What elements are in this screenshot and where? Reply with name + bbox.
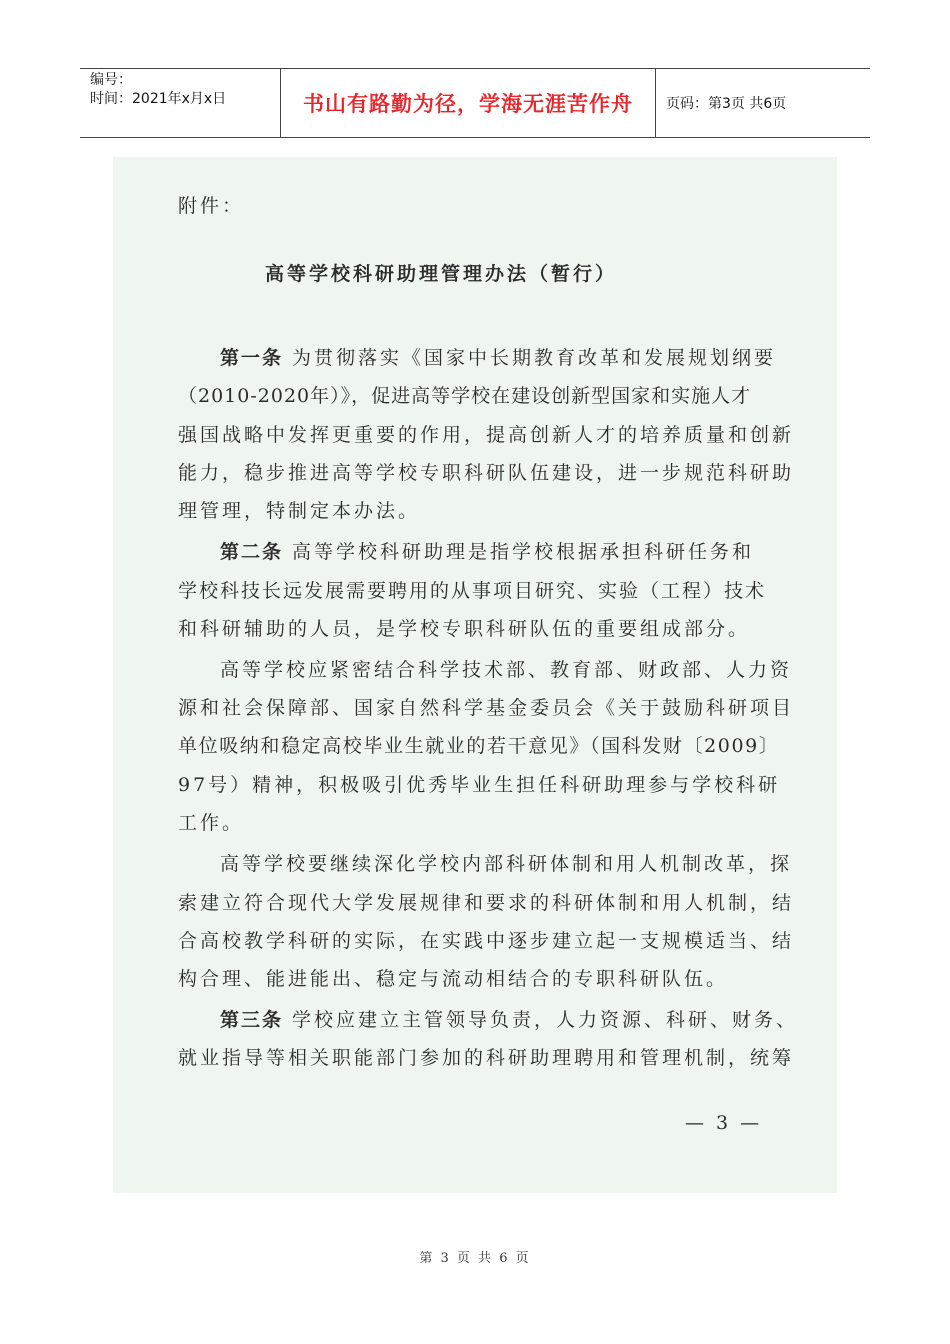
page-indicator: 页码：第3页 共6页 <box>666 96 787 112</box>
document-title: 高等学校科研助理管理办法（暂行） <box>265 263 618 285</box>
attachment-label: 附件： <box>178 195 245 217</box>
text-line: 97号）精神，积极吸引优秀毕业生担任科研助理参与学校科研 <box>178 774 781 796</box>
text-line: 第一条 为贯彻落实《国家中长期教育改革和发展规划纲要 <box>220 347 777 369</box>
text-line: 和科研辅助的人员，是学校专职科研队伍的重要组成部分。 <box>178 618 751 640</box>
text-line: 高等学校要继续深化学校内部科研体制和用人机制改革，探 <box>220 853 793 875</box>
date-text: 时间：2021年x月x日 <box>90 91 227 107</box>
motto-text: 书山有路勤为径，学海无涯苦作舟 <box>281 69 656 137</box>
text-line: 工作。 <box>178 812 245 834</box>
footer-page-count: 第 3 页 共 6 页 <box>419 1251 531 1266</box>
header-meta-cell <box>80 69 281 137</box>
text-line: 就业指导等相关职能部门参加的科研助理聘用和管理机制，统筹 <box>178 1047 795 1069</box>
text-line: 索建立符合现代大学发展规律和要求的科研体制和用人机制，结 <box>178 892 795 914</box>
number-label: 编号： <box>90 72 132 88</box>
text-line: 构合理、能进能出、稳定与流动相结合的专职科研队伍。 <box>178 968 729 990</box>
scanned-page <box>113 157 837 1193</box>
scan-page-number: — 3 — <box>685 1112 763 1134</box>
text-line: 单位吸纳和稳定高校毕业生就业的若干意见》（国科发财〔2009〕 <box>178 735 780 757</box>
text-line: 高等学校应紧密结合科学技术部、教育部、财政部、人力资 <box>220 659 793 681</box>
text-line: 强国战略中发挥更重要的作用，提高创新人才的培养质量和创新 <box>178 424 795 446</box>
text-line: （2010-2020年）》，促进高等学校在建设创新型国家和实施人才 <box>178 385 752 407</box>
text-line: 源和社会保障部、国家自然科学基金委员会《关于鼓励科研项目 <box>178 697 795 719</box>
header-table <box>80 68 870 138</box>
text-line: 学校科技长远发展需要聘用的从事项目研究、实验（工程）技术 <box>178 580 767 602</box>
text-line: 理管理，特制定本办法。 <box>178 500 421 522</box>
text-line: 能力，稳步推进高等学校专职科研队伍建设，进一步规范科研助 <box>178 462 795 484</box>
text-line: 第三条 学校应建立主管领导负责，人力资源、科研、财务、 <box>220 1009 799 1031</box>
text-line: 第二条 高等学校科研助理是指学校根据承担科研任务和 <box>220 541 755 563</box>
text-line: 合高校教学科研的实际，在实践中逐步建立起一支规模适当、结 <box>178 930 795 952</box>
